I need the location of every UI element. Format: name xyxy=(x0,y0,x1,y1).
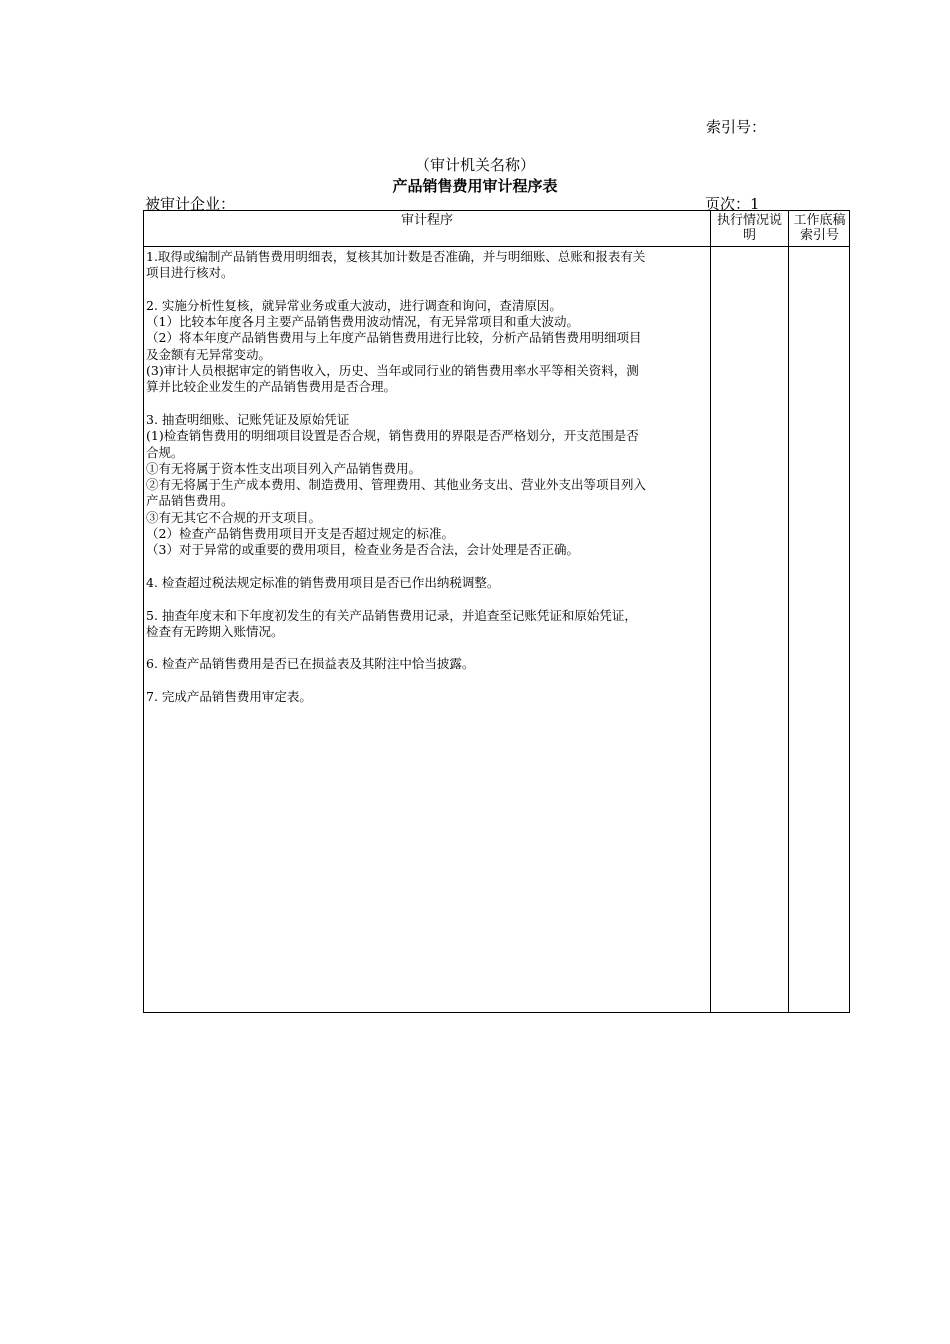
procedure-line: (3)审计人员根据审定的销售收入，历史、当年或同行业的销售费用率水平等相关资料，测 xyxy=(146,363,639,379)
column-header-reference-line1: 工作底稿 xyxy=(793,213,846,228)
column-header-reference xyxy=(789,213,850,243)
column-header-execution-line1: 执行情况说 xyxy=(716,213,782,228)
procedure-line: （3）对于异常的或重要的费用项目，检查业务是否合法，会计处理是否正确。 xyxy=(146,542,579,558)
procedure-line: （1）比较本年度各月主要产品销售费用波动情况，有无异常项目和重大波动。 xyxy=(146,314,579,330)
procedure-line: ③有无其它不合规的开支项目。 xyxy=(146,509,322,525)
procedure-line: ①有无将属于资本性支出项目列入产品销售费用。 xyxy=(146,460,422,476)
procedure-line xyxy=(146,591,708,607)
column-divider xyxy=(788,211,789,1012)
procedure-line xyxy=(146,282,708,298)
procedure-text xyxy=(146,249,708,705)
column-header-execution-line2: 明 xyxy=(742,228,756,243)
client-label: 被审计企业： xyxy=(145,195,236,213)
procedure-line: 3. 抽查明细账、记账凭证及原始凭证 xyxy=(146,411,350,427)
procedure-line: 2. 实施分析性复核，就异常业务或重大波动，进行调查和询问，查清原因。 xyxy=(146,297,562,313)
agency-name: （审计机关名称） xyxy=(414,156,535,174)
page-number: 页次：1 xyxy=(705,195,760,213)
procedure-line: 5. 抽查年度末和下年度初发生的有关产品销售费用记录，并追查至记账凭证和原始凭证， xyxy=(146,607,637,623)
column-header-execution xyxy=(711,213,788,243)
procedure-line: 合规。 xyxy=(146,444,184,460)
procedure-line xyxy=(146,673,708,689)
index-number-label: 索引号： xyxy=(706,118,767,136)
procedure-line: 项目进行核对。 xyxy=(146,265,234,281)
procedure-line: （2）检查产品销售费用项目开支是否超过规定的标准。 xyxy=(146,526,454,542)
procedure-line: 算并比较企业发生的产品销售费用是否合理。 xyxy=(146,379,397,395)
procedure-line: 及金额有无异常变动。 xyxy=(146,346,272,362)
procedure-line xyxy=(146,396,708,412)
procedure-line xyxy=(146,640,708,656)
page-title: 产品销售费用审计程序表 xyxy=(392,177,558,195)
procedure-line: 1.取得或编制产品销售费用明细表，复核其加计数是否准确，并与明细账、总账和报表有关 xyxy=(146,249,646,264)
procedure-line: 检查有无跨期入账情况。 xyxy=(146,623,284,639)
header-divider xyxy=(144,246,849,247)
procedure-line: (1)检查销售费用的明细项目设置是否合规，销售费用的界限是否严格划分，开支范围是否 xyxy=(146,428,639,444)
procedure-line: （2）将本年度产品销售费用与上年度产品销售费用进行比较，分析产品销售费用明细项目 xyxy=(146,330,642,346)
audit-procedure-table xyxy=(143,210,850,1013)
procedure-line: 4. 检查超过税法规定标准的销售费用项目是否已作出纳税调整。 xyxy=(146,574,500,590)
procedure-line xyxy=(146,559,708,575)
column-divider xyxy=(710,211,711,1012)
procedure-line: ②有无将属于生产成本费用、制造费用、管理费用、其他业务支出、营业外支出等项目列入 xyxy=(146,477,647,493)
column-header-reference-line2: 索引号 xyxy=(799,228,839,243)
column-header-procedure: 审计程序 xyxy=(400,213,453,228)
procedure-line: 7. 完成产品销售费用审定表。 xyxy=(146,689,312,705)
procedure-line: 产品销售费用。 xyxy=(146,493,234,509)
procedure-line: 6. 检查产品销售费用是否已在损益表及其附注中恰当披露。 xyxy=(146,656,475,672)
